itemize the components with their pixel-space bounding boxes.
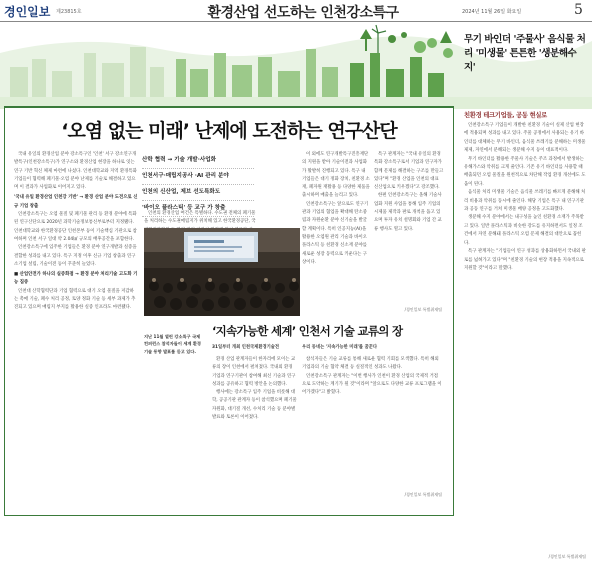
issue-number: 제23815호 [56, 9, 82, 15]
paragraph: 행사에는 강소특구 입주 기업을 비롯해 대학, 공공기관 관계자 등이 참석했으며 폐기물 자원화, 대기질 개선, 수처리 기술 등 분야별 발표와 토론이 이어졌다. [212, 390, 297, 421]
paragraph: 환경 산업 관계자들이 한자리에 모이는 교류의 장이 인천에서 펼쳐졌다. 국내외 환경 기업과 연구기관이 참여해 최신 기술과 연구 성과를 공유하고 협력 방안을 논의했다. [212, 357, 296, 387]
paragraph: 참석자들은 기술 교류를 통해 새로운 협력 기회를 모색했다. 특히 해외 기업과의 기술 협약 체결 등 실질적인 성과도 나왔다. [302, 357, 439, 371]
side-article-body [464, 122, 586, 552]
feature-column-5 [212, 356, 298, 506]
seminar-photo-image [144, 228, 300, 316]
paragraph: 인천강소특구는 앞으로도 연구기관과 기업의 협업을 확대해 탄소중립과 자원순환 분야 신기술을 발굴할 계획이다. 특히 인공지능(AI)을 활용한 오염원 관리 기술과 바이오 플라스틱 등 친환경 신소재 분야를 새로운 성장 동력으로 키운다는 구상이다. [302, 201, 369, 265]
paragraph: 특구 관계자는 "기업들이 연구 성과를 상용화하면서 국내외 판로를 넓혀가고 있다"며 "친환경 기술의 현장 적용을 지속적으로 지원할 것"이라고 말했다. [464, 249, 586, 271]
column-subhead: '국내 유일 환경산업 인천강 기반' → 환경 산업 분야 도전으로 신규 기업 창출 [14, 195, 138, 209]
paragraph: 인천강소특구에 입주한 기업들은 환경 분야 연구개발과 실증을 결합한 성과를 내고 있다. 특구 지정 이후 신규 기업 창출과 연구소기업 설립, 기술이전 등이 꾸준히 늘었다. [14, 245, 137, 267]
paragraph: 인천강소특구는 오염 물질 및 폐기물 관리 등 환경 분야에 특화된 연구산단으로 2020년 과학기술정보통신부로부터 지정됐다. 인천대학교와 한국환경공단 인천본부 등이 기술핵심 기관으로 참여하며 인천 서구 일대 약 2.04㎢ 규모의 배후공간을 포함한다. [14, 212, 137, 242]
feature-subheads [142, 153, 254, 217]
subhead-line: '바이오 플라스틱' 등 교구 가 창출 [142, 201, 254, 217]
feature-column-1 [14, 151, 138, 509]
page-number: 5 [574, 2, 583, 18]
paragraph: 국내 유일의 환경산업 분야 강소특구인 '인천' 서구 강소연구개발특구(인천강소특구)가 연구소와 환경산업 현장을 하나로 잇는 연구 기반 혁신 체제 마련에 나섰다. 인천대학교와 지역 환경특화 기업들이 협력해 폐기물·오염 분야 난제를 기술로 해결하고 있으며 이 결과가 사업화로 이어지고 있다. [14, 152, 137, 191]
conference-photo [144, 228, 300, 316]
paragraph: 무기 바인더를 활용한 주물사 기술은 주조 과정에서 발생하는 유해가스와 악취를 크게 줄인다. 기존 유기 바인더를 사용할 때 배출되던 오염 물질을 원천적으로 차단해 작업 환경 개선에도 도움이 된다. [464, 156, 586, 187]
side-article-headline: 무기 바인더 '주물사' 음식물 처리 '미생물' 튼튼한 '생분해수지' [464, 34, 586, 73]
feature-column-4 [374, 151, 444, 305]
subhead-line: 산학 협력 → 기술 개발·사업화 [142, 153, 254, 169]
event-note: 31일부터 개최 인천국제환경기술전 [212, 345, 280, 350]
paper-name: 경인일보 [4, 5, 51, 19]
secondary-headline: ‘지속가능한 세계’ 인천서 기술 교류의 장 [212, 324, 403, 338]
paragraph: 이 외에도 연구개발특구진흥재단의 지원을 받아 기술이전과 사업화가 활발히 진행되고 있다. 특구 내 기업들은 대기 정화 장치, 친환경 소재, 폐자원 재활용 등 다양한 제품을 출시하며 매출을 늘리고 있다. [302, 152, 370, 199]
feature-column-3 [302, 151, 370, 305]
date-line: 2024년 11월 26일 화요일 [462, 9, 522, 15]
paragraph: 인천의 환경산업 여건은 특별하다. 수도권 전체의 폐기물을 처리하는 수도권매립지가 위치해 있고 한국환경공단, 국 [144, 211, 256, 225]
promo-note: 우리 동네는 '지속가능한 미래'를 꿈꾼다 [302, 345, 378, 350]
paragraph: 생분해 수지 분야에서는 내구성을 높인 친환경 소재가 주목받고 있다. 일반 플라스틱과 비슷한 강도를 유지하면서도 일정 조건에서 자연 분해돼 플라스틱 오염 문제 해결의 대안으로 꼽힌다. [464, 215, 584, 246]
photo-caption: 지난 11월 열린 강소특구 국제 컨퍼런스 참석자들이 세계 환경기술 동향 발표를 듣고 있다. [144, 334, 201, 354]
section-title: 환경산업 선도하는 인천강소특구 [207, 5, 399, 21]
paragraph: 인천강소특구 관계자는 "이번 행사가 인천이 환경 산업의 국제적 거점으로 도약하는 계기가 될 것"이라며 "앞으로도 다양한 교류 프로그램을 이어가겠다"고 밝혔다. [302, 373, 442, 396]
paragraph: 인천강소특구 기업들이 개발한 친환경 기술이 실제 산업 현장에 적용되며 성과를 내고 있다. 주물 공정에서 사용되는 유기 바인더를 대체하는 무기 바인더, 음식물 쓰레기를 분해하는 미생물 제제, 자연에서 분해되는 생분해 수지 등이 대표적이다. [464, 123, 586, 154]
side-article-subhead: 친환경 테크기업들, 공동 현실로 [464, 112, 547, 119]
byline: /경인일보 특별취재팀 [404, 492, 442, 497]
feature-column-2 [144, 210, 256, 226]
feature-column-6 [302, 356, 442, 490]
byline: /경인일보 특별취재팀 [404, 307, 442, 312]
subhead-line: 인천서구·매립지공사 ·AI 관리 분야 [142, 169, 254, 185]
subhead-line: 인천의 신산업, 제브 선도특화도 [142, 185, 254, 201]
paragraph: 한편 인천강소특구는 올해 기술사업화 지원 사업을 통해 입주 기업의 시제품 제작과 판로 개척을 돕고 있으며 투자 유치 설명회와 기업 간 교류 행사도 열고 있다. [374, 193, 442, 232]
paragraph: 인천대 산학협력단과 기업 협력으로 대기 오염 물질을 저감하는 촉매 기술, 폐수 처리 공정, 토양 정화 기술 등 세부 과제가 추진되고 있으며 매립지 부지를 활용한 실증 인프라도 마련됐다. [14, 288, 136, 311]
paragraph: 특구 관계자는 "국내 유일의 환경 특화 강소특구로서 기업과 연구자가 함께 문제를 해결하는 구조를 만들고 있다"며 "환경 산업을 인천의 대표 신산업으로 키우겠다"고 강조했다. [374, 152, 444, 191]
paragraph: 음식물 처리 미생물 기술은 음식물 쓰레기를 빠르게 분해해 처리 비용과 악취를 동시에 줄인다. 해당 기업은 특구 내 연구기관과 공동 연구를 거쳐 미생물 배양 공정을 고도화했다. [464, 190, 586, 213]
column-subhead: ■ 산업안전가 하나의 실증화점 → 환경 분야 처리기술 고도화 기능 집중 [14, 272, 138, 286]
side-article-byline: /경인일보 특별취재팀 [548, 554, 586, 559]
feature-headline: ‘오염 없는 미래’ 난제에 도전하는 연구산단 [61, 120, 397, 142]
masthead [0, 0, 592, 22]
